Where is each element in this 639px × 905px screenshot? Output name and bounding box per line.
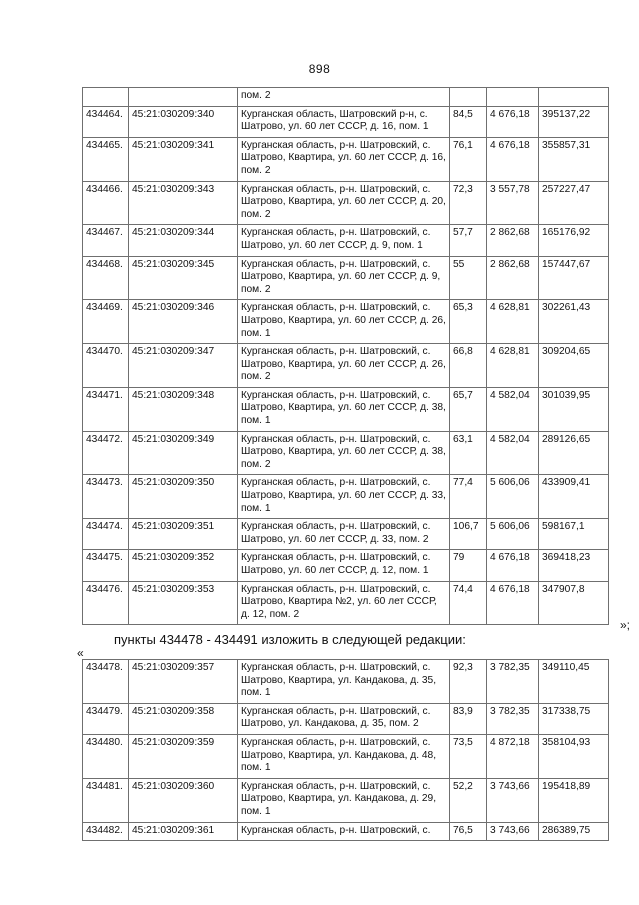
- cadastral-number-cell: 45:21:030209:343: [129, 181, 238, 225]
- cadastral-number-cell: [129, 88, 238, 107]
- record-number-cell: 434482.: [83, 822, 129, 841]
- cadastral-number-cell: 45:21:030209:341: [129, 137, 238, 181]
- table-row: [83, 519, 609, 550]
- unit-price-cell: 2 862,68: [487, 256, 539, 300]
- cadastral-value-cell: 257227,47: [539, 181, 609, 225]
- address-cell: Курганская область, р-н. Шатровский, с. Шатрово, Квартира, ул. 60 лет СССР, д. 16, пом. 2: [238, 137, 450, 181]
- cadastral-number-cell: 45:21:030209:350: [129, 475, 238, 519]
- cadastral-value-cell: 309204,65: [539, 344, 609, 388]
- table-row: [83, 225, 609, 256]
- amendment-instruction: пункты 434478 - 434491 изложить в следующей редакции:: [114, 632, 466, 647]
- table-row: [83, 256, 609, 300]
- table-row: [83, 137, 609, 181]
- area-cell: 72,3: [450, 181, 487, 225]
- cadastral-value-cell: 286389,75: [539, 822, 609, 841]
- cadastral-value-cell: 358104,93: [539, 734, 609, 778]
- area-cell: 77,4: [450, 475, 487, 519]
- area-cell: 52,2: [450, 778, 487, 822]
- address-cell: Курганская область, р-н. Шатровский, с. Шатрово, Квартира, ул. 60 лет СССР, д. 38, пом. 1: [238, 387, 450, 431]
- unit-price-cell: 4 582,04: [487, 431, 539, 475]
- record-number-cell: 434475.: [83, 550, 129, 581]
- area-cell: 63,1: [450, 431, 487, 475]
- cadastral-value-cell: 369418,23: [539, 550, 609, 581]
- address-cell: Курганская область, р-н. Шатровский, с. Шатрово, Квартира №2, ул. 60 лет СССР, д. 12, пом. 2: [238, 581, 450, 625]
- cadastral-value-cell: 301039,95: [539, 387, 609, 431]
- unit-price-cell: 3 743,66: [487, 778, 539, 822]
- area-cell: 106,7: [450, 519, 487, 550]
- record-number-cell: 434465.: [83, 137, 129, 181]
- property-table-continued-body: [83, 88, 609, 625]
- table-row: [83, 88, 609, 107]
- record-number-cell: 434474.: [83, 519, 129, 550]
- unit-price-cell: 4 676,18: [487, 550, 539, 581]
- cadastral-value-cell: 195418,89: [539, 778, 609, 822]
- record-number-cell: 434470.: [83, 344, 129, 388]
- record-number-cell: 434464.: [83, 106, 129, 137]
- area-cell: 79: [450, 550, 487, 581]
- table-row: [83, 734, 609, 778]
- unit-price-cell: 4 676,18: [487, 137, 539, 181]
- area-cell: 65,7: [450, 387, 487, 431]
- address-cell: Курганская область, р-н. Шатровский, с. Шатрово, Квартира, ул. 60 лет СССР, д. 26, пом. 2: [238, 344, 450, 388]
- record-number-cell: 434480.: [83, 734, 129, 778]
- area-cell: 55: [450, 256, 487, 300]
- cadastral-value-cell: 355857,31: [539, 137, 609, 181]
- cadastral-number-cell: 45:21:030209:345: [129, 256, 238, 300]
- unit-price-cell: [487, 88, 539, 107]
- area-cell: 76,5: [450, 822, 487, 841]
- record-number-cell: 434476.: [83, 581, 129, 625]
- table-row: [83, 300, 609, 344]
- record-number-cell: 434469.: [83, 300, 129, 344]
- area-cell: 74,4: [450, 581, 487, 625]
- record-number-cell: 434478.: [83, 660, 129, 704]
- table-row: [83, 387, 609, 431]
- cadastral-number-cell: 45:21:030209:352: [129, 550, 238, 581]
- cadastral-number-cell: 45:21:030209:361: [129, 822, 238, 841]
- unit-price-cell: 3 557,78: [487, 181, 539, 225]
- address-cell: Курганская область, Шатровский р-н, с. Шатрово, ул. 60 лет СССР, д. 16, пом. 1: [238, 106, 450, 137]
- table-row: [83, 778, 609, 822]
- cadastral-number-cell: 45:21:030209:353: [129, 581, 238, 625]
- address-cell: пом. 2: [238, 88, 450, 107]
- cadastral-number-cell: 45:21:030209:344: [129, 225, 238, 256]
- address-cell: Курганская область, р-н. Шатровский, с. Шатрово, ул. 60 лет СССР, д. 12, пом. 1: [238, 550, 450, 581]
- property-table-new-body: [83, 660, 609, 841]
- area-cell: 92,3: [450, 660, 487, 704]
- table-row: [83, 344, 609, 388]
- cadastral-value-cell: 347907,8: [539, 581, 609, 625]
- address-cell: Курганская область, р-н. Шатровский, с. Шатрово, ул. 60 лет СССР, д. 9, пом. 1: [238, 225, 450, 256]
- table-row: [83, 660, 609, 704]
- unit-price-cell: 4 676,18: [487, 581, 539, 625]
- address-cell: Курганская область, р-н. Шатровский, с. Шатрово, Квартира, ул. 60 лет СССР, д. 26, пом. 1: [238, 300, 450, 344]
- unit-price-cell: 2 862,68: [487, 225, 539, 256]
- cadastral-number-cell: 45:21:030209:348: [129, 387, 238, 431]
- area-cell: [450, 88, 487, 107]
- record-number-cell: 434471.: [83, 387, 129, 431]
- cadastral-number-cell: 45:21:030209:346: [129, 300, 238, 344]
- area-cell: 76,1: [450, 137, 487, 181]
- cadastral-number-cell: 45:21:030209:340: [129, 106, 238, 137]
- cadastral-value-cell: 317338,75: [539, 703, 609, 734]
- cadastral-number-cell: 45:21:030209:359: [129, 734, 238, 778]
- cadastral-value-cell: 157447,67: [539, 256, 609, 300]
- cadastral-value-cell: 289126,65: [539, 431, 609, 475]
- area-cell: 84,5: [450, 106, 487, 137]
- cadastral-value-cell: 165176,92: [539, 225, 609, 256]
- property-table-continued: [82, 87, 609, 625]
- area-cell: 57,7: [450, 225, 487, 256]
- cadastral-value-cell: [539, 88, 609, 107]
- address-cell: Курганская область, р-н. Шатровский, с. Шатрово, Квартира, ул. Кандакова, д. 29, пом. 1: [238, 778, 450, 822]
- closing-quote: »;: [619, 618, 630, 632]
- table-row: [83, 581, 609, 625]
- record-number-cell: [83, 88, 129, 107]
- unit-price-cell: 4 582,04: [487, 387, 539, 431]
- table-row: [83, 431, 609, 475]
- cadastral-value-cell: 349110,45: [539, 660, 609, 704]
- record-number-cell: 434467.: [83, 225, 129, 256]
- table-row: [83, 703, 609, 734]
- unit-price-cell: 4 676,18: [487, 106, 539, 137]
- cadastral-number-cell: 45:21:030209:347: [129, 344, 238, 388]
- record-number-cell: 434479.: [83, 703, 129, 734]
- address-cell: Курганская область, р-н. Шатровский, с. Шатрово, ул. 60 лет СССР, д. 33, пом. 2: [238, 519, 450, 550]
- cadastral-value-cell: 433909,41: [539, 475, 609, 519]
- cadastral-value-cell: 302261,43: [539, 300, 609, 344]
- address-cell: Курганская область, р-н. Шатровский, с. Шатрово, ул. Кандакова, д. 35, пом. 2: [238, 703, 450, 734]
- table-row: [83, 106, 609, 137]
- cadastral-value-cell: 598167,1: [539, 519, 609, 550]
- area-cell: 73,5: [450, 734, 487, 778]
- cadastral-number-cell: 45:21:030209:358: [129, 703, 238, 734]
- address-cell: Курганская область, р-н. Шатровский, с.: [238, 822, 450, 841]
- unit-price-cell: 4 872,18: [487, 734, 539, 778]
- area-cell: 65,3: [450, 300, 487, 344]
- unit-price-cell: 4 628,81: [487, 344, 539, 388]
- cadastral-number-cell: 45:21:030209:357: [129, 660, 238, 704]
- cadastral-number-cell: 45:21:030209:351: [129, 519, 238, 550]
- property-table-new: [82, 659, 609, 841]
- record-number-cell: 434468.: [83, 256, 129, 300]
- area-cell: 83,9: [450, 703, 487, 734]
- unit-price-cell: 4 628,81: [487, 300, 539, 344]
- address-cell: Курганская область, р-н. Шатровский, с. Шатрово, Квартира, ул. 60 лет СССР, д. 9, пом. 2: [238, 256, 450, 300]
- cadastral-value-cell: 395137,22: [539, 106, 609, 137]
- record-number-cell: 434472.: [83, 431, 129, 475]
- address-cell: Курганская область, р-н. Шатровский, с. Шатрово, Квартира, ул. 60 лет СССР, д. 33, пом. 1: [238, 475, 450, 519]
- unit-price-cell: 3 782,35: [487, 703, 539, 734]
- record-number-cell: 434473.: [83, 475, 129, 519]
- table-row: [83, 181, 609, 225]
- page-number: 898: [308, 62, 331, 76]
- cadastral-number-cell: 45:21:030209:349: [129, 431, 238, 475]
- opening-quote: «: [77, 646, 84, 660]
- address-cell: Курганская область, р-н. Шатровский, с. Шатрово, Квартира, ул. Кандакова, д. 35, пом. 1: [238, 660, 450, 704]
- address-cell: Курганская область, р-н. Шатровский, с. Шатрово, Квартира, ул. 60 лет СССР, д. 38, пом. 2: [238, 431, 450, 475]
- unit-price-cell: 5 606,06: [487, 519, 539, 550]
- area-cell: 66,8: [450, 344, 487, 388]
- table-row: [83, 475, 609, 519]
- cadastral-number-cell: 45:21:030209:360: [129, 778, 238, 822]
- table-row: [83, 550, 609, 581]
- record-number-cell: 434481.: [83, 778, 129, 822]
- unit-price-cell: 3 743,66: [487, 822, 539, 841]
- unit-price-cell: 5 606,06: [487, 475, 539, 519]
- address-cell: Курганская область, р-н. Шатровский, с. Шатрово, Квартира, ул. 60 лет СССР, д. 20, пом. 2: [238, 181, 450, 225]
- unit-price-cell: 3 782,35: [487, 660, 539, 704]
- table-row: [83, 822, 609, 841]
- address-cell: Курганская область, р-н. Шатровский, с. Шатрово, Квартира, ул. Кандакова, д. 48, пом. 1: [238, 734, 450, 778]
- record-number-cell: 434466.: [83, 181, 129, 225]
